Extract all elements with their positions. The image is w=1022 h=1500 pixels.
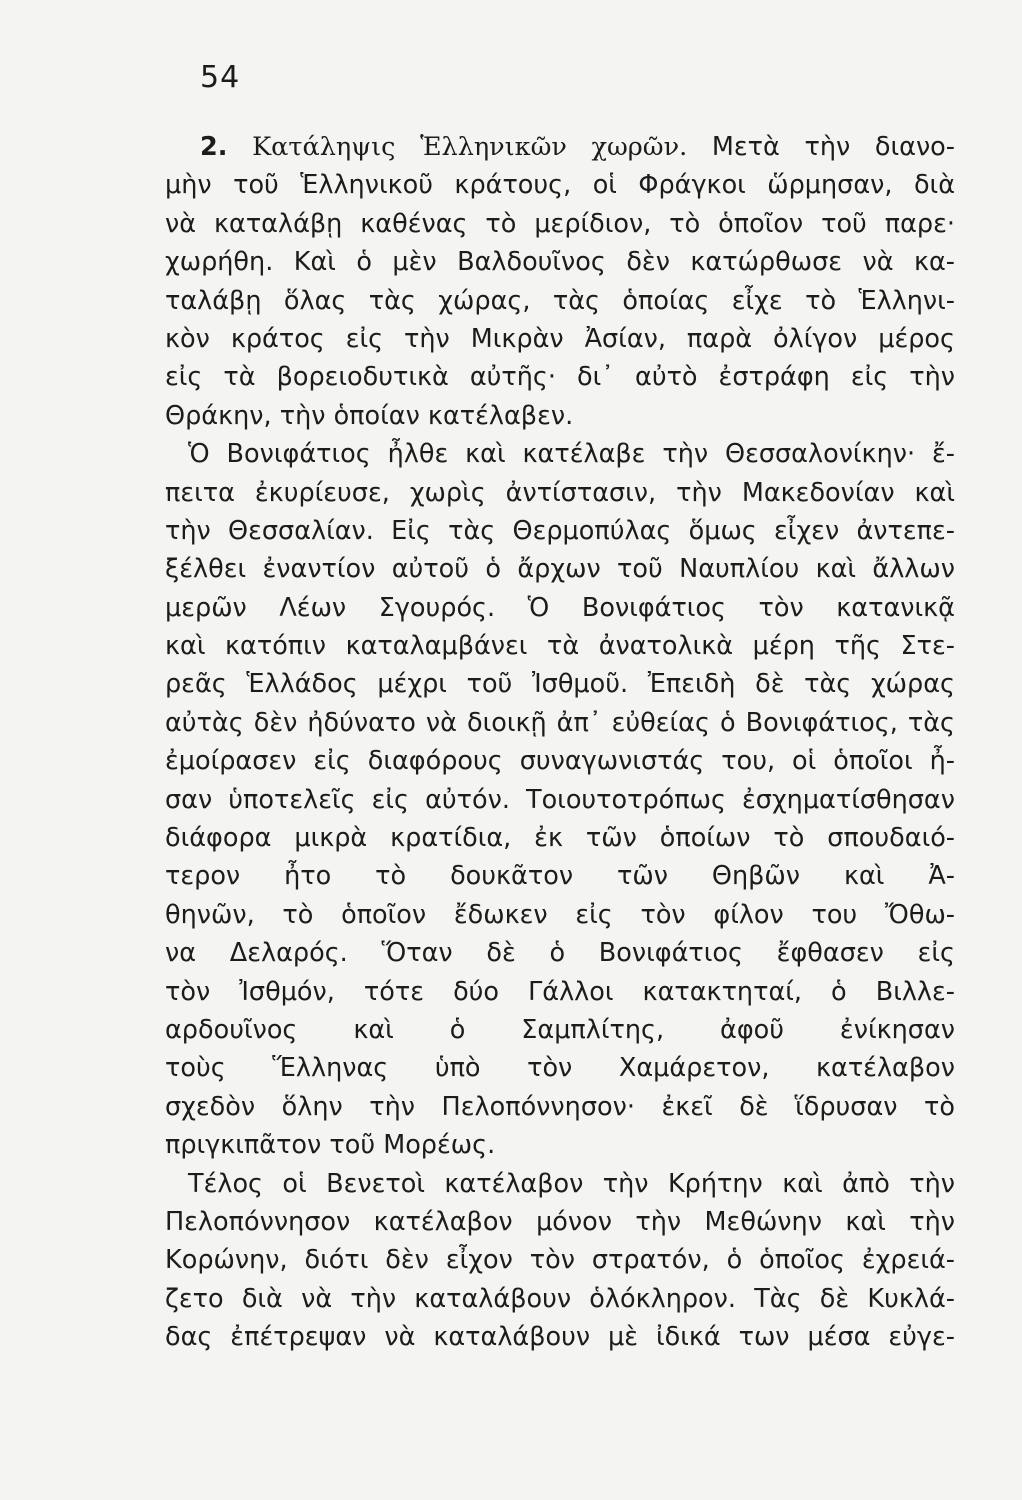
text-line: σαν ὑποτελεῖς εἰς αὐτόν. Τοιουτοτρόπως ἐσχηματίσθησαν <box>165 784 955 815</box>
text-line: Κορώνην, διότι δὲν εἶχον τὸν στρατόν, ὁ ὁποῖος ἐχρειά- <box>165 1245 955 1276</box>
text-line: τοὺς Ἕλληνας ὑπὸ τὸν Χαμάρετον, κατέλαβον <box>165 1053 955 1084</box>
text-line: σχεδὸν ὅλην τὴν Πελοπόννησον· ἐκεῖ δὲ ἵδρυσαν τὸ <box>165 1091 955 1122</box>
text-line: ξέλθει ἐναντίον αὐτοῦ ὁ ἄρχων τοῦ Ναυπλίου καὶ ἄλλων <box>165 554 955 585</box>
text-line: ἐμοίρασεν εἰς διαφόρους συναγωνιστάς του, οἱ ὁποῖοι ἦ- <box>165 746 955 777</box>
text-line: εἰς τὰ βορειοδυτικὰ αὐτῆς· δι᾿ αὐτὸ ἐστράφη εἰς τὴν <box>165 362 955 393</box>
text-line: νὰ καταλάβῃ καθένας τὸ μερίδιον, τὸ ὁποῖον τοῦ παρε· <box>165 208 955 239</box>
paragraph-1 <box>165 128 955 435</box>
text-line: αρδουῖνος καὶ ὁ Σαμπλίτης, ἀφοῦ ἐνίκησαν <box>165 1014 955 1045</box>
text-line: Τέλος οἱ Βενετοὶ κατέλαβον τὴν Κρήτην καὶ ἀπὸ τὴν <box>188 1168 955 1199</box>
section-title: Κατάληψις Ἑλληνικῶν χωρῶν. <box>252 132 688 162</box>
text-line: πειτα ἐκυρίευσε, χωρὶς ἀντίστασιν, τὴν Μακεδονίαν καὶ <box>165 477 955 508</box>
text-line: ρεᾶς Ἑλλάδος μέχρι τοῦ Ἰσθμοῦ. Ἐπειδὴ δὲ τὰς χώρας <box>165 669 955 700</box>
text-line: Πελοπόννησον κατέλαβον μόνον τὴν Μεθώνην καὶ τὴν <box>165 1206 955 1237</box>
text-line: ταλάβῃ ὅλας τὰς χώρας, τὰς ὁποίας εἶχε τὸ Ἑλληνι- <box>165 285 955 316</box>
text-line: διάφορα μικρὰ κρατίδια, ἐκ τῶν ὁποίων τὸ σπουδαιό- <box>165 823 955 854</box>
text-line: χωρήθη. Καὶ ὁ μὲν Βαλδουῖνος δὲν κατώρθωσε νὰ κα- <box>165 247 955 278</box>
text-line: μερῶν Λέων Σγουρός. Ὁ Βονιφάτιος τὸν κατανικᾷ <box>165 592 955 623</box>
paragraph-3 <box>165 1165 955 1357</box>
text-line: μὴν τοῦ Ἑλληνικοῦ κράτους, οἱ Φράγκοι ὥρμησαν, διὰ <box>165 170 955 201</box>
text-line: τὴν Θεσσαλίαν. Εἰς τὰς Θερμοπύλας ὅμως εἶχεν ἀντεπε- <box>165 515 955 546</box>
text-line: Θράκην, τὴν ὁποίαν κατέλαβεν. <box>165 400 574 431</box>
text-line: δας ἐπέτρεψαν νὰ καταλάβουν μὲ ἰδικά των μέσα εὐγε- <box>165 1322 955 1353</box>
text-line: κὸν κράτος εἰς τὴν Μικρὰν Ἀσίαν, παρὰ ὀλίγον μέρος <box>165 323 955 354</box>
text-line-content: Μετὰ τὴν διανο- <box>711 132 955 162</box>
text-line: θηνῶν, τὸ ὁποῖον ἔδωκεν εἰς τὸν φίλον του Ὄθω- <box>165 899 955 930</box>
text-line: τὸν Ἰσθμόν, τότε δύο Γάλλοι κατακτηταί, ὁ Βιλλε- <box>165 976 955 1007</box>
text-line: καὶ κατόπιν καταλαμβάνει τὰ ἀνατολικὰ μέρη τῆς Στε- <box>165 631 955 662</box>
text-body <box>165 128 955 1357</box>
text-line: τερον ἦτο τὸ δουκᾶτον τῶν Θηβῶν καὶ Ἀ- <box>165 861 955 892</box>
text-line: ζετο διὰ νὰ τὴν καταλάβουν ὁλόκληρον. Τὰς δὲ Κυκλά- <box>165 1283 955 1314</box>
text-line: πριγκιπᾶτον τοῦ Μορέως. <box>165 1130 496 1161</box>
paragraph-2 <box>165 435 955 1164</box>
text-line: Ὁ Βονιφάτιος ἦλθε καὶ κατέλαβε τὴν Θεσσαλονίκην· ἔ- <box>188 439 955 470</box>
text-line: αὐτὰς δὲν ἠδύνατο νὰ διοικῇ ἀπ᾿ εὐθείας ὁ Βονιφάτιος, τὰς <box>165 707 955 738</box>
section-number: 2. <box>200 132 228 162</box>
text-line <box>165 128 955 166</box>
text-line: να Δελαρός. Ὅταν δὲ ὁ Βονιφάτιος ἔφθασεν εἰς <box>165 938 955 969</box>
page-number: 54 <box>200 60 241 95</box>
